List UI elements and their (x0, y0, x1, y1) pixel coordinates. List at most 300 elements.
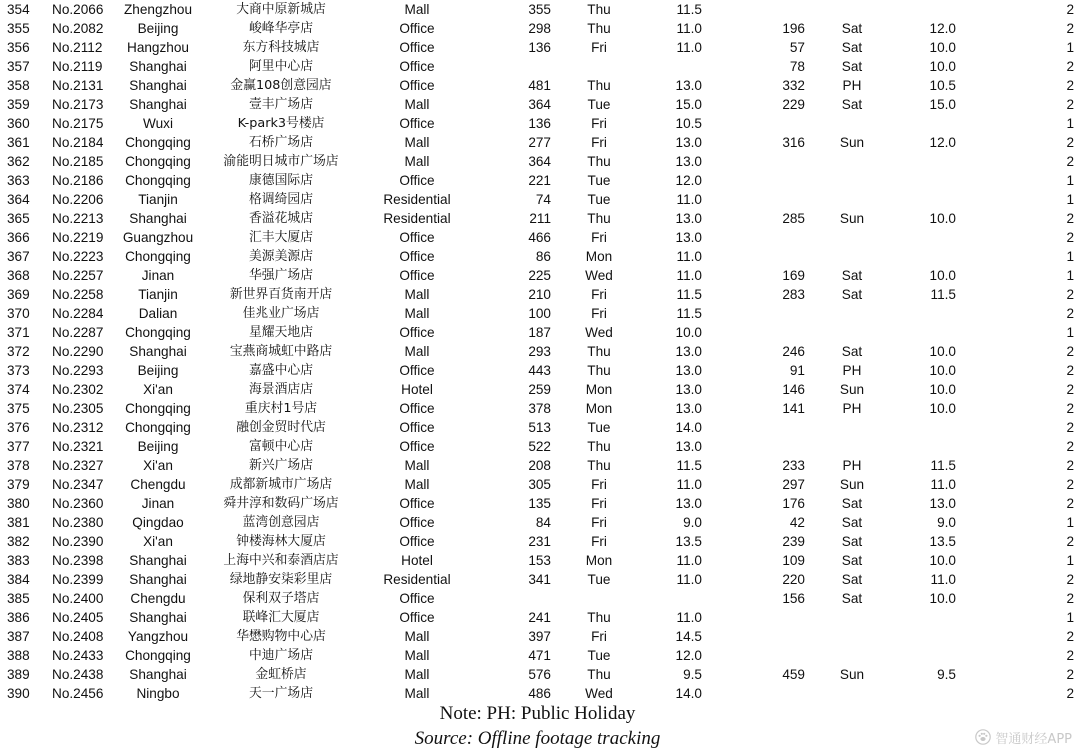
count-1-cell: 443 (528, 363, 551, 378)
store-name-cell: 壹丰广场店 (249, 97, 313, 112)
day-2-cell: Sun (839, 211, 865, 226)
hours-1-cell: 11.0 (676, 268, 702, 283)
day-2-cell: Sat (841, 40, 863, 55)
day-1-cell: Thu (587, 2, 611, 17)
row-index-cell: 375 (7, 401, 30, 416)
store-name-cell: 华强广场店 (249, 268, 313, 283)
count-2-cell: 57 (789, 40, 805, 55)
day-1-cell: Fri (591, 116, 607, 131)
row-index-cell: 382 (7, 534, 30, 549)
day-2-cell (830, 323, 874, 342)
city-cell: Beijing (137, 363, 179, 378)
hours-1-cell: 13.0 (675, 78, 702, 93)
row-index-cell: 389 (7, 667, 30, 682)
store-name-cell: 嘉盛中心店 (249, 363, 313, 378)
store-type-cell: Office (399, 268, 435, 283)
row-index-cell: 363 (7, 173, 30, 188)
day-2-cell: Sat (841, 496, 863, 511)
row-index-cell: 387 (7, 629, 30, 644)
hours-2-cell (916, 418, 956, 437)
store-number-cell: No.2302 (52, 382, 104, 397)
row-index-cell: 357 (7, 59, 30, 74)
store-number-cell: No.2347 (52, 477, 104, 492)
day-1-cell: Fri (591, 306, 607, 321)
flag-cell: 2 (1066, 211, 1074, 226)
hours-2-cell: 10.0 (929, 344, 956, 359)
flag-cell: 1 (1066, 173, 1074, 188)
hours-2-cell: 10.0 (929, 268, 956, 283)
hours-1-cell: 13.0 (675, 496, 702, 511)
store-name-cell: 宝燕商城虹中路店 (229, 344, 333, 359)
store-type-cell: Office (399, 325, 435, 340)
day-1-cell: Tue (587, 572, 611, 587)
table-row (0, 152, 1080, 171)
row-index-cell: 360 (7, 116, 30, 131)
store-number-cell: No.2380 (52, 515, 104, 530)
table-row (0, 513, 1080, 532)
count-1-cell: 259 (528, 382, 551, 397)
store-number-cell: No.2433 (52, 648, 104, 663)
day-2-cell: Sat (841, 572, 863, 587)
table-note: Note: PH: Public Holiday (439, 703, 636, 724)
count-1-cell: 513 (528, 420, 551, 435)
city-cell: Shanghai (129, 344, 187, 359)
store-type-cell: Office (399, 230, 435, 245)
store-type-cell: Hotel (401, 553, 433, 568)
row-index-cell: 381 (7, 515, 30, 530)
city-cell: Shanghai (129, 667, 187, 682)
count-1-cell: 135 (528, 496, 551, 511)
store-type-cell: Mall (404, 97, 430, 112)
flag-cell: 1 (1066, 515, 1074, 530)
store-name-cell: 海景酒店店 (249, 382, 313, 397)
row-index-cell: 366 (7, 230, 30, 245)
count-1-cell: 378 (528, 401, 551, 416)
flag-cell: 2 (1066, 78, 1074, 93)
store-number-cell: No.2327 (52, 458, 104, 473)
row-index-cell: 390 (7, 686, 30, 701)
day-1-cell: Fri (591, 477, 607, 492)
store-type-cell: Office (399, 249, 435, 264)
count-1-cell: 225 (528, 268, 551, 283)
store-name-cell: K-park3号楼店 (237, 116, 325, 131)
table-row (0, 684, 1080, 703)
hours-1-cell: 11.5 (676, 306, 702, 321)
hours-2-cell (916, 152, 956, 171)
count-2-cell (765, 190, 805, 209)
count-1-cell (500, 589, 551, 608)
day-2-cell (830, 190, 874, 209)
day-1-cell: Tue (587, 192, 611, 207)
day-1-cell: Thu (587, 363, 611, 378)
count-1-cell: 136 (528, 116, 551, 131)
store-type-cell: Office (399, 78, 435, 93)
store-number-cell: No.2390 (52, 534, 104, 549)
hours-2-cell (916, 304, 956, 323)
store-name-cell: 佳兆业广场店 (242, 306, 320, 321)
hours-1-cell: 11.0 (676, 477, 702, 492)
count-1-cell: 231 (528, 534, 551, 549)
store-number-cell: No.2321 (52, 439, 104, 454)
flag-cell: 1 (1066, 268, 1074, 283)
store-number-cell: No.2438 (52, 667, 104, 682)
count-2-cell (765, 608, 805, 627)
store-name-cell: 东方科技城店 (242, 40, 320, 55)
store-number-cell: No.2405 (52, 610, 104, 625)
count-2-cell (765, 418, 805, 437)
city-cell: Beijing (137, 439, 179, 454)
count-2-cell: 196 (782, 21, 805, 36)
count-2-cell: 285 (782, 211, 805, 226)
table-row (0, 133, 1080, 152)
flag-cell: 2 (1066, 401, 1074, 416)
city-cell: Chongqing (125, 173, 191, 188)
store-type-cell: Office (399, 534, 435, 549)
hours-2-cell: 13.5 (929, 534, 956, 549)
day-2-cell: Sat (841, 287, 863, 302)
count-2-cell: 169 (782, 268, 805, 283)
store-name-cell: 星耀天地店 (249, 325, 313, 340)
store-number-cell: No.2258 (52, 287, 104, 302)
day-1-cell: Fri (591, 515, 607, 530)
city-cell: Xi'an (143, 458, 173, 473)
paw-logo-icon (975, 729, 991, 745)
table-row (0, 285, 1080, 304)
hours-2-cell: 11.0 (930, 477, 956, 492)
store-name-cell: 渝能明日城市广场店 (223, 154, 339, 169)
count-2-cell (765, 437, 805, 456)
hours-2-cell: 10.0 (929, 59, 956, 74)
hours-2-cell (916, 114, 956, 133)
day-1-cell: Thu (587, 458, 611, 473)
count-1-cell: 136 (528, 40, 551, 55)
count-2-cell (765, 171, 805, 190)
count-2-cell (765, 323, 805, 342)
day-2-cell: Sat (841, 344, 863, 359)
day-2-cell: Sat (841, 553, 863, 568)
count-2-cell (765, 228, 805, 247)
table-row (0, 627, 1080, 646)
day-1-cell: Fri (591, 230, 607, 245)
city-cell: Shanghai (129, 211, 187, 226)
store-number-cell: No.2456 (52, 686, 104, 701)
table-row (0, 95, 1080, 114)
count-1-cell: 355 (528, 2, 551, 17)
day-2-cell: Sun (839, 477, 865, 492)
store-number-cell: No.2219 (52, 230, 104, 245)
flag-cell: 2 (1066, 477, 1074, 492)
hours-2-cell: 10.0 (929, 591, 956, 606)
table-row (0, 76, 1080, 95)
day-2-cell: Sun (839, 667, 865, 682)
store-name-cell: 绿地静安柒彩里店 (229, 572, 333, 587)
store-number-cell: No.2186 (52, 173, 104, 188)
day-2-cell (830, 152, 874, 171)
row-index-cell: 370 (7, 306, 30, 321)
city-cell: Chengdu (130, 591, 186, 606)
store-type-cell: Office (399, 40, 435, 55)
day-2-cell (830, 418, 874, 437)
day-2-cell (830, 684, 874, 703)
row-index-cell: 358 (7, 78, 30, 93)
hours-2-cell: 10.5 (929, 78, 956, 93)
row-index-cell: 376 (7, 420, 30, 435)
table-row (0, 380, 1080, 399)
hours-2-cell (916, 190, 956, 209)
row-index-cell: 356 (7, 40, 30, 55)
day-1-cell: Thu (587, 667, 611, 682)
count-2-cell: 42 (789, 515, 805, 530)
count-2-cell: 91 (789, 363, 805, 378)
hours-2-cell (916, 646, 956, 665)
table-row (0, 323, 1080, 342)
count-1-cell: 486 (528, 686, 551, 701)
hours-1-cell: 14.0 (675, 420, 702, 435)
day-2-cell (830, 627, 874, 646)
store-name-cell: 大商中原新城店 (236, 2, 326, 17)
count-2-cell: 297 (782, 477, 805, 492)
row-index-cell: 369 (7, 287, 30, 302)
day-1-cell: Fri (591, 287, 607, 302)
count-2-cell: 109 (782, 553, 805, 568)
day-1-cell: Fri (591, 629, 607, 644)
count-1-cell: 100 (528, 306, 551, 321)
store-name-cell: 格调绮园店 (249, 192, 313, 207)
city-cell: Chongqing (125, 135, 191, 150)
count-1-cell: 466 (528, 230, 551, 245)
hours-1-cell: 11.0 (676, 553, 702, 568)
day-2-cell: Sun (839, 135, 865, 150)
city-cell: Jinan (141, 496, 175, 511)
day-2-cell (830, 646, 874, 665)
hours-1-cell: 13.0 (675, 230, 702, 245)
day-2-cell: Sat (841, 97, 863, 112)
hours-1-cell: 13.0 (675, 135, 702, 150)
row-index-cell: 383 (7, 553, 30, 568)
day-1-cell (578, 589, 620, 608)
store-type-cell: Mall (404, 648, 430, 663)
city-cell: Shanghai (129, 553, 187, 568)
hours-2-cell: 9.5 (937, 667, 956, 682)
store-type-cell: Mall (404, 667, 430, 682)
table-row (0, 342, 1080, 361)
store-name-cell: 新兴广场店 (249, 458, 313, 473)
store-number-cell: No.2112 (52, 40, 103, 55)
city-cell: Dalian (138, 306, 178, 321)
store-number-cell: No.2408 (52, 629, 104, 644)
count-1-cell (500, 57, 551, 76)
store-number-cell: No.2175 (52, 116, 104, 131)
row-index-cell: 372 (7, 344, 30, 359)
flag-cell: 2 (1066, 686, 1074, 701)
hours-2-cell: 10.0 (929, 211, 956, 226)
day-1-cell: Mon (585, 553, 613, 568)
city-cell: Shanghai (129, 572, 187, 587)
day-2-cell: Sat (841, 515, 863, 530)
table-row (0, 456, 1080, 475)
count-2-cell: 220 (782, 572, 805, 587)
count-2-cell (765, 114, 805, 133)
row-index-cell: 377 (7, 439, 30, 454)
flag-cell: 2 (1066, 534, 1074, 549)
hours-1-cell: 13.0 (675, 382, 702, 397)
store-type-cell: Office (399, 21, 435, 36)
day-1-cell: Thu (587, 211, 611, 226)
table-row (0, 418, 1080, 437)
hours-2-cell: 10.0 (929, 40, 956, 55)
table-row (0, 570, 1080, 589)
flag-cell: 2 (1066, 439, 1074, 454)
store-number-cell: No.2287 (52, 325, 104, 340)
count-2-cell (765, 646, 805, 665)
row-index-cell: 385 (7, 591, 30, 606)
table-row (0, 209, 1080, 228)
hours-1-cell: 11.0 (676, 40, 702, 55)
hours-2-cell: 10.0 (929, 553, 956, 568)
count-1-cell: 481 (528, 78, 551, 93)
table-row (0, 475, 1080, 494)
hours-2-cell: 11.5 (930, 287, 956, 302)
day-2-cell: Sat (841, 59, 863, 74)
day-1-cell: Thu (587, 21, 611, 36)
day-1-cell: Fri (591, 496, 607, 511)
store-type-cell: Office (399, 420, 435, 435)
count-2-cell: 246 (782, 344, 805, 359)
day-1-cell: Thu (587, 439, 611, 454)
city-cell: Shanghai (129, 59, 187, 74)
hours-1-cell: 12.0 (675, 173, 702, 188)
flag-cell: 2 (1066, 496, 1074, 511)
store-type-cell: Office (399, 173, 435, 188)
store-type-cell: Mall (404, 458, 430, 473)
row-index-cell: 373 (7, 363, 30, 378)
store-number-cell: No.2131 (52, 78, 104, 93)
hours-1-cell: 13.0 (675, 211, 702, 226)
hours-1-cell: 14.5 (675, 629, 702, 644)
flag-cell: 2 (1066, 21, 1074, 36)
count-1-cell: 364 (528, 97, 551, 112)
store-name-cell: 成都新城市广场店 (229, 477, 333, 492)
city-cell: Qingdao (132, 515, 184, 530)
table-row (0, 38, 1080, 57)
count-1-cell: 86 (535, 249, 551, 264)
store-number-cell: No.2066 (52, 2, 104, 17)
store-number-cell: No.2360 (52, 496, 104, 511)
count-2-cell: 229 (782, 97, 805, 112)
table-row (0, 266, 1080, 285)
table-row (0, 228, 1080, 247)
day-2-cell: PH (842, 363, 862, 378)
day-1-cell: Thu (587, 610, 611, 625)
table-row (0, 19, 1080, 38)
count-1-cell: 153 (528, 553, 551, 568)
table-row (0, 589, 1080, 608)
hours-1-cell: 15.0 (675, 97, 702, 112)
store-number-cell: No.2400 (52, 591, 104, 606)
day-1-cell: Mon (585, 401, 613, 416)
count-2-cell: 176 (782, 496, 805, 511)
city-cell: Zhengzhou (123, 2, 193, 17)
store-name-cell: 峻峰华亭店 (249, 21, 313, 36)
city-cell: Yangzhou (127, 629, 189, 644)
count-1-cell: 277 (528, 135, 551, 150)
city-cell: Chengdu (130, 477, 186, 492)
flag-cell: 1 (1066, 249, 1074, 264)
store-number-cell: No.2257 (52, 268, 104, 283)
store-type-cell: Mall (404, 629, 430, 644)
hours-1-cell: 10.5 (675, 116, 702, 131)
city-cell: Shanghai (129, 78, 187, 93)
store-type-cell: Mall (404, 306, 430, 321)
row-index-cell: 380 (7, 496, 30, 511)
day-1-cell: Tue (587, 648, 611, 663)
day-1-cell (578, 57, 620, 76)
flag-cell: 2 (1066, 572, 1074, 587)
count-2-cell: 332 (782, 78, 805, 93)
city-cell: Tianjin (138, 192, 178, 207)
hours-2-cell (916, 608, 956, 627)
city-cell: Chongqing (125, 420, 191, 435)
row-index-cell: 355 (7, 21, 30, 36)
count-1-cell: 576 (528, 667, 551, 682)
count-2-cell (765, 627, 805, 646)
hours-2-cell (916, 0, 956, 19)
hours-1-cell (660, 57, 702, 76)
day-2-cell (830, 304, 874, 323)
flag-cell: 1 (1066, 192, 1074, 207)
store-type-cell: Office (399, 401, 435, 416)
count-1-cell: 397 (528, 629, 551, 644)
hours-2-cell: 9.0 (937, 515, 956, 530)
table-row (0, 114, 1080, 133)
day-1-cell: Tue (587, 420, 611, 435)
hours-2-cell: 11.0 (930, 572, 956, 587)
count-1-cell: 471 (528, 648, 551, 663)
store-type-cell: Office (399, 610, 435, 625)
day-1-cell: Mon (585, 249, 613, 264)
day-1-cell: Thu (587, 154, 611, 169)
flag-cell: 2 (1066, 135, 1074, 150)
store-name-cell: 舜井淳和数码广场店 (223, 496, 339, 511)
day-2-cell (830, 437, 874, 456)
hours-1-cell: 11.0 (676, 572, 702, 587)
store-number-cell: No.2399 (52, 572, 104, 587)
count-2-cell: 316 (782, 135, 805, 150)
store-number-cell: No.2305 (52, 401, 104, 416)
count-2-cell: 146 (782, 382, 805, 397)
hours-2-cell: 15.0 (929, 97, 956, 112)
store-type-cell: Mall (404, 477, 430, 492)
store-type-cell: Office (399, 439, 435, 454)
hours-1-cell: 13.5 (675, 534, 702, 549)
city-cell: Wuxi (143, 116, 173, 131)
flag-cell: 2 (1066, 591, 1074, 606)
hours-1-cell: 13.0 (675, 154, 702, 169)
flag-cell: 2 (1066, 363, 1074, 378)
city-cell: Shanghai (129, 610, 187, 625)
city-cell: Ningbo (136, 686, 180, 701)
row-index-cell: 354 (7, 2, 30, 17)
count-2-cell: 239 (782, 534, 805, 549)
hours-1-cell: 9.0 (683, 515, 702, 530)
store-name-cell: 重庆村1号店 (244, 401, 318, 416)
hours-1-cell: 11.5 (676, 458, 702, 473)
hours-2-cell (916, 437, 956, 456)
store-name-cell: 华懋购物中心店 (236, 629, 326, 644)
hours-2-cell (916, 323, 956, 342)
day-2-cell (830, 228, 874, 247)
store-number-cell: No.2293 (52, 363, 104, 378)
